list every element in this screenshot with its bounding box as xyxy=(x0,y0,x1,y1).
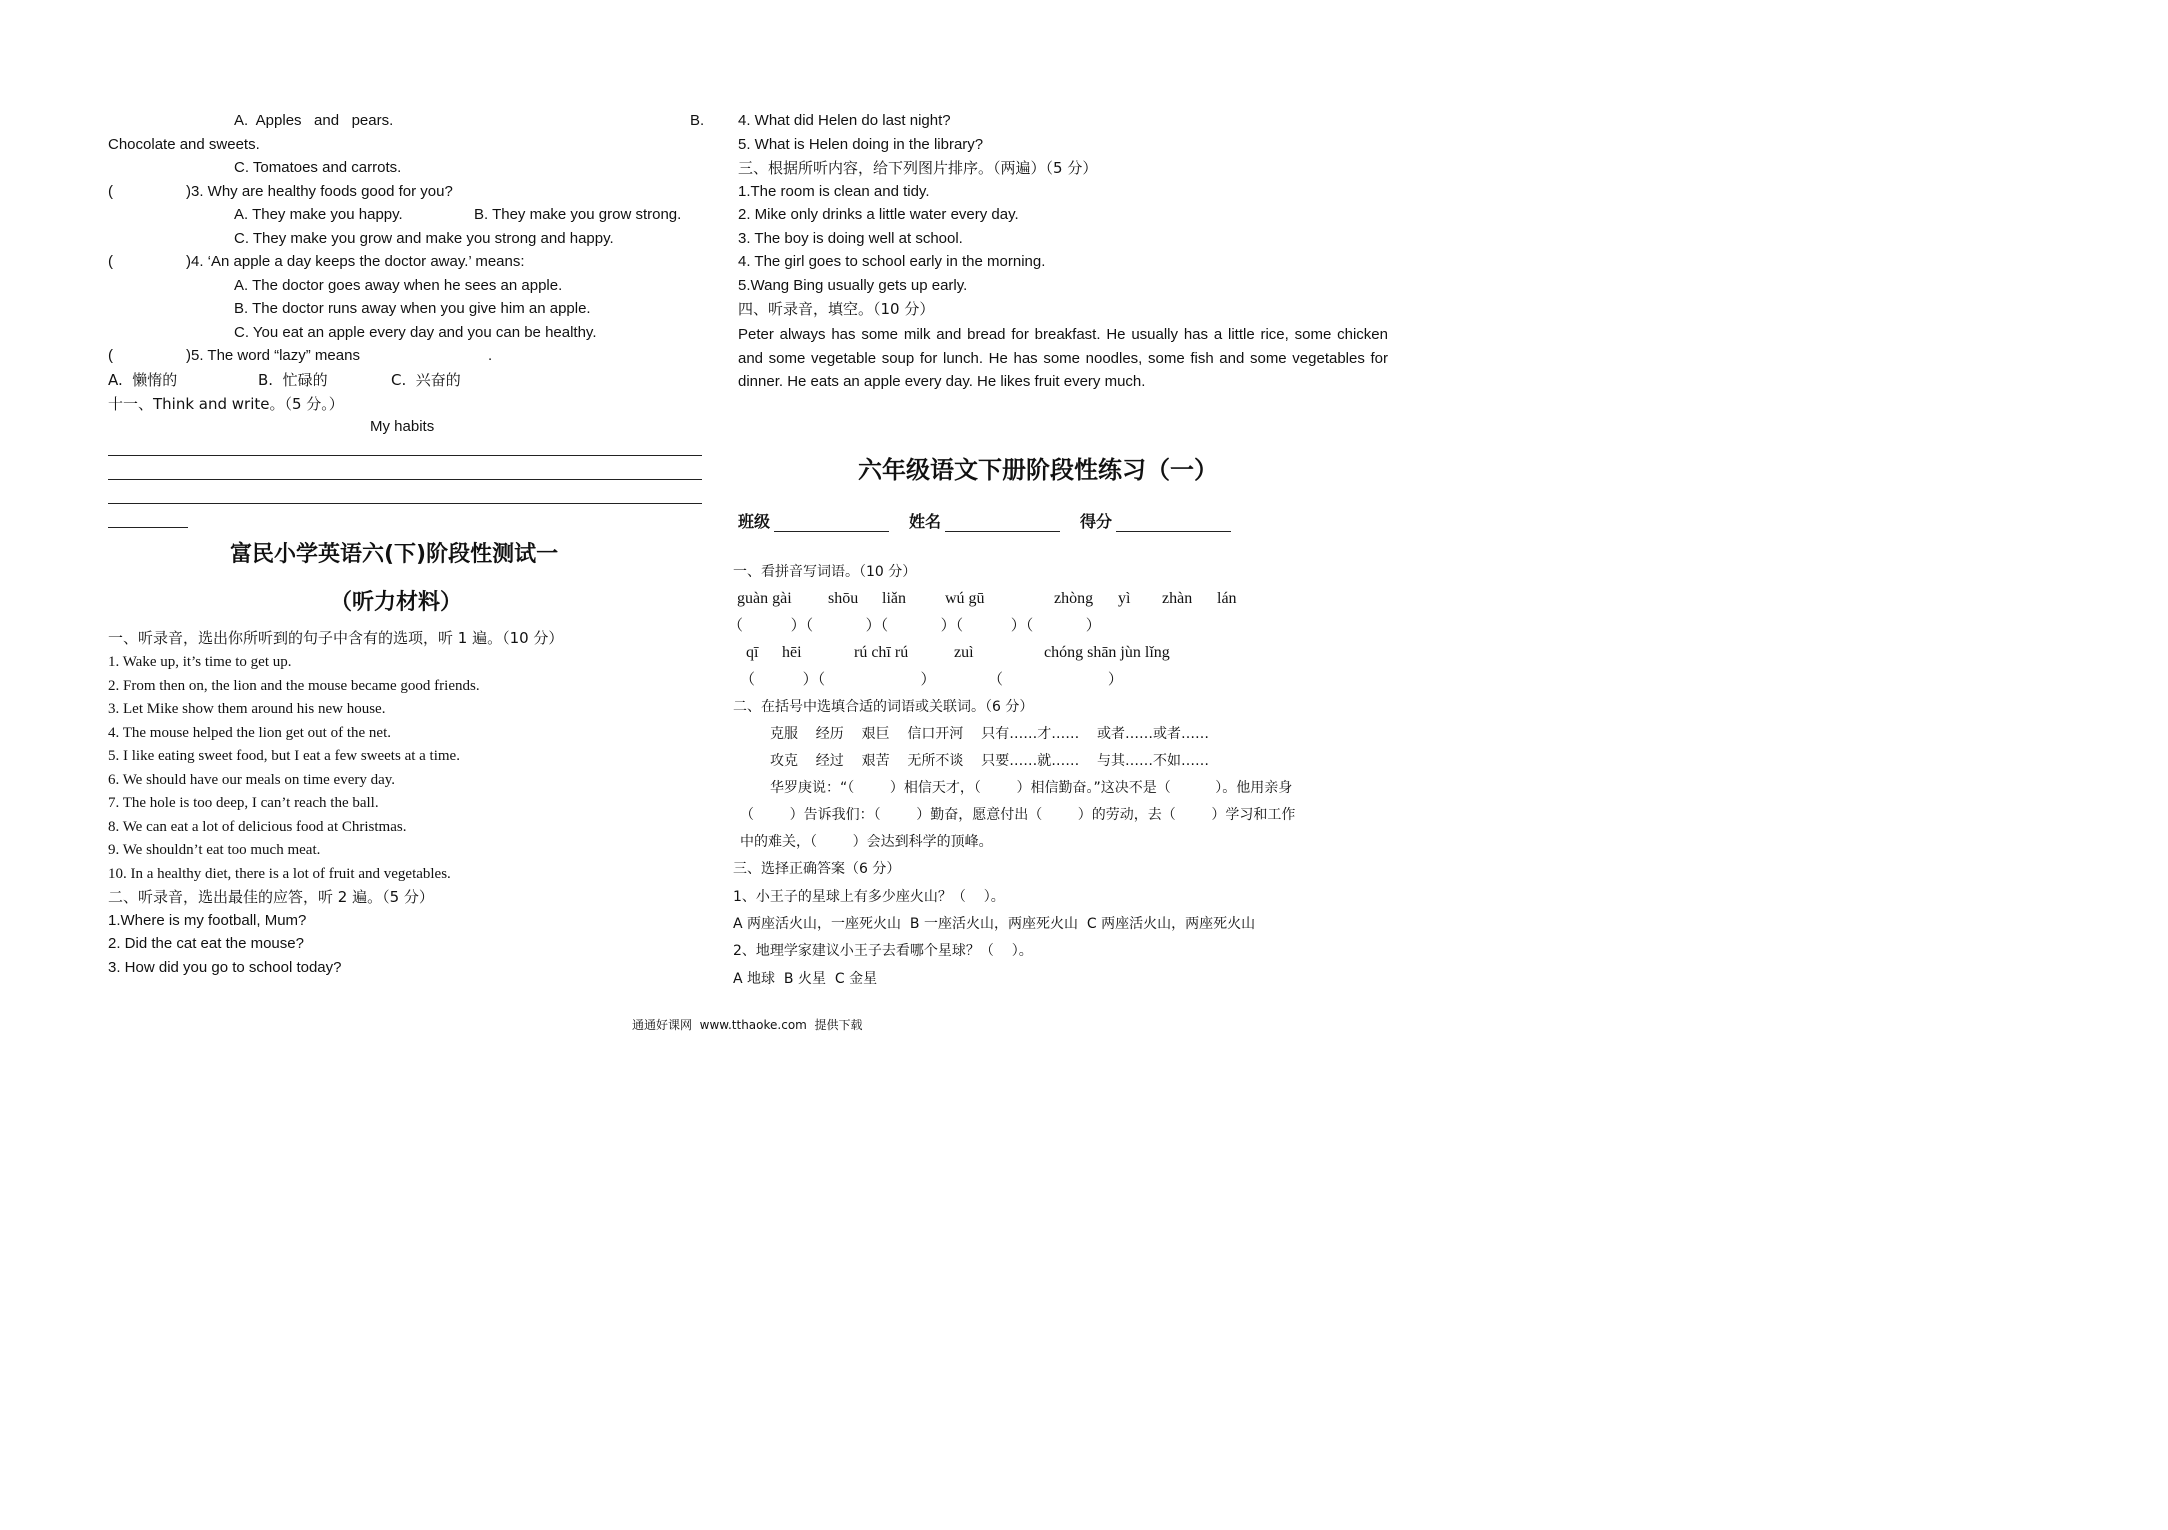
part1-heading: 一、听录音，选出你所听到的句子中含有的选项，听 1 遍。（10 分） xyxy=(108,629,564,647)
q4-paren: ( xyxy=(108,253,113,270)
q2-option-b-text: Chocolate and sweets. xyxy=(108,136,260,153)
list-item: 5. What is Helen doing in the library? xyxy=(738,136,984,153)
pinyin: zuì xyxy=(954,644,974,661)
footer-credit: 通通好课网 www.tthaoke.com 提供下载 xyxy=(632,1018,863,1032)
q2-option-b-marker: B. xyxy=(690,112,705,129)
part4-passage: Peter always has some milk and bread for breakfast. He usually has a little rice, some chicken and some vegetable soup for lunch. He has some noodles, some fish and some vegetables for dinner. He eats an apple every day. He likes fruit every much. xyxy=(738,326,1388,390)
word-bank-row: 克服 经历 艰巨 信口开河 只有……才…… 或者……或者…… xyxy=(770,726,1210,742)
list-item: 2. Did the cat eat the mouse? xyxy=(108,935,304,952)
q2-option-a: A. Apples and pears. xyxy=(234,112,394,129)
pinyin: zhàn xyxy=(1162,590,1193,607)
list-item: 3. Let Mike show them around his new house. xyxy=(108,701,386,717)
list-item: 4. What did Helen do last night? xyxy=(738,112,951,129)
list-item: 4. The girl goes to school early in the morning. xyxy=(738,253,1046,270)
list-item: 2. From then on, the lion and the mouse became good friends. xyxy=(108,678,480,694)
list-item: 2. Mike only drinks a little water every day. xyxy=(738,206,1019,223)
word-bank-row: 攻克 经过 艰苦 无所不谈 只要……就…… 与其……不如…… xyxy=(770,753,1210,769)
q4-question: )4. ‘An apple a day keeps the doctor away.’ means: xyxy=(186,253,525,270)
c3-question-2-options: A 地球 B 火星 C 金星 xyxy=(733,971,878,987)
pinyin: wú gū xyxy=(945,590,985,607)
fill-blank-line: 华罗庚说：“（ ）相信天才，（ ）相信勤奋。”这决不是（ ）。他用亲身 xyxy=(770,780,1293,796)
q5-option-b: B. 忙碌的 xyxy=(258,371,328,389)
fill-blank-line: （ ）告诉我们：（ ）勤奋，愿意付出（ ）的劳动，去（ ）学习和工作 xyxy=(740,807,1296,823)
writing-line xyxy=(108,527,188,528)
chinese-exam-title: 六年级语文下册阶段性练习（一） xyxy=(858,456,1218,484)
q5-paren: ( xyxy=(108,347,113,364)
part4-heading: 四、听录音，填空。（10 分） xyxy=(738,300,935,318)
q5-option-c: C. 兴奋的 xyxy=(391,371,461,389)
list-item: 3. How did you go to school today? xyxy=(108,959,342,976)
writing-line xyxy=(108,479,702,480)
list-item: 10. In a healthy diet, there is a lot of fruit and vegetables. xyxy=(108,866,451,882)
list-item: 5.Wang Bing usually gets up early. xyxy=(738,277,968,294)
pinyin: qī xyxy=(746,644,759,661)
list-item: 7. The hole is too deep, I can’t reach the ball. xyxy=(108,795,379,811)
writing-title: My habits xyxy=(370,418,435,435)
part2-heading: 二、听录音，选出最佳的应答，听 2 遍。（5 分） xyxy=(108,888,434,906)
q3-question: )3. Why are healthy foods good for you? xyxy=(186,183,453,200)
pinyin: lán xyxy=(1217,590,1237,607)
q3-option-c: C. They make you grow and make you strong and happy. xyxy=(234,230,614,247)
list-item: 1.Where is my football, Mum? xyxy=(108,912,307,929)
listening-title: 富民小学英语六(下)阶段性测试一 xyxy=(230,542,559,567)
class-blank xyxy=(774,531,889,532)
c1-heading: 一、看拼音写词语。（10 分） xyxy=(733,564,917,580)
pinyin: guàn gài xyxy=(737,590,792,607)
score-label: 得分 xyxy=(1080,512,1113,531)
listening-subtitle: （听力材料） xyxy=(330,590,463,615)
q3-paren: ( xyxy=(108,183,113,200)
name-blank xyxy=(945,531,1060,532)
list-item: 1.The room is clean and tidy. xyxy=(738,183,930,200)
c3-heading: 三、选择正确答案（6 分） xyxy=(733,861,901,877)
q4-option-b: B. The doctor runs away when you give him an apple. xyxy=(234,300,591,317)
q4-option-c: C. You eat an apple every day and you can be healthy. xyxy=(234,324,597,341)
class-label: 班级 xyxy=(738,512,771,531)
pinyin: zhòng xyxy=(1054,590,1094,607)
list-item: 1. Wake up, it’s time to get up. xyxy=(108,654,292,670)
c3-question-1: 1、小王子的星球上有多少座火山？（ ）。 xyxy=(733,889,1005,905)
pinyin: shōu xyxy=(828,590,859,607)
pinyin: hēi xyxy=(782,644,802,661)
q5-question: )5. The word “lazy” means xyxy=(186,347,360,364)
section-11-heading: 十一、Think and write。（5 分。） xyxy=(108,395,344,413)
c3-question-2: 2、地理学家建议小王子去看哪个星球？（ ）。 xyxy=(733,943,1033,959)
list-item: 9. We shouldn’t eat too much meat. xyxy=(108,842,321,858)
pinyin: rú chī rú xyxy=(854,644,909,661)
writing-line xyxy=(108,503,702,504)
part3-heading: 三、根据所听内容，给下列图片排序。（两遍）（5 分） xyxy=(738,159,1098,177)
q3-option-a: A. They make you happy. xyxy=(234,206,403,223)
answer-parens: （ ）（ ） （ ） xyxy=(740,670,1123,688)
name-label: 姓名 xyxy=(909,512,942,531)
c2-heading: 二、在括号中选填合适的词语或关联词。（6 分） xyxy=(733,699,1034,715)
list-item: 4. The mouse helped the lion get out of the net. xyxy=(108,725,391,741)
q5-option-a: A. 懒惰的 xyxy=(108,371,178,389)
q2-option-c: C. Tomatoes and carrots. xyxy=(234,159,402,176)
c3-question-1-options: A 两座活火山，一座死火山 B 一座活火山，两座死火山 C 两座活火山，两座死火山 xyxy=(733,916,1256,932)
answer-parens: （ ）（ ）（ ）（ ）（ ） xyxy=(728,616,1101,634)
pinyin: liǎn xyxy=(882,590,906,607)
q5-dot: . xyxy=(488,347,493,364)
list-item: 3. The boy is doing well at school. xyxy=(738,230,963,247)
q3-option-b: B. They make you grow strong. xyxy=(474,206,682,223)
list-item: 8. We can eat a lot of delicious food at Christmas. xyxy=(108,819,407,835)
pinyin: yì xyxy=(1118,590,1131,607)
list-item: 5. I like eating sweet food, but I eat a few sweets at a time. xyxy=(108,748,460,764)
pinyin: chóng shān jùn lǐng xyxy=(1044,644,1170,661)
fill-blank-line: 中的难关，（ ）会达到科学的顶峰。 xyxy=(740,834,993,850)
q4-option-a: A. The doctor goes away when he sees an apple. xyxy=(234,277,563,294)
score-blank xyxy=(1116,531,1231,532)
list-item: 6. We should have our meals on time every day. xyxy=(108,772,396,788)
writing-line xyxy=(108,455,702,456)
